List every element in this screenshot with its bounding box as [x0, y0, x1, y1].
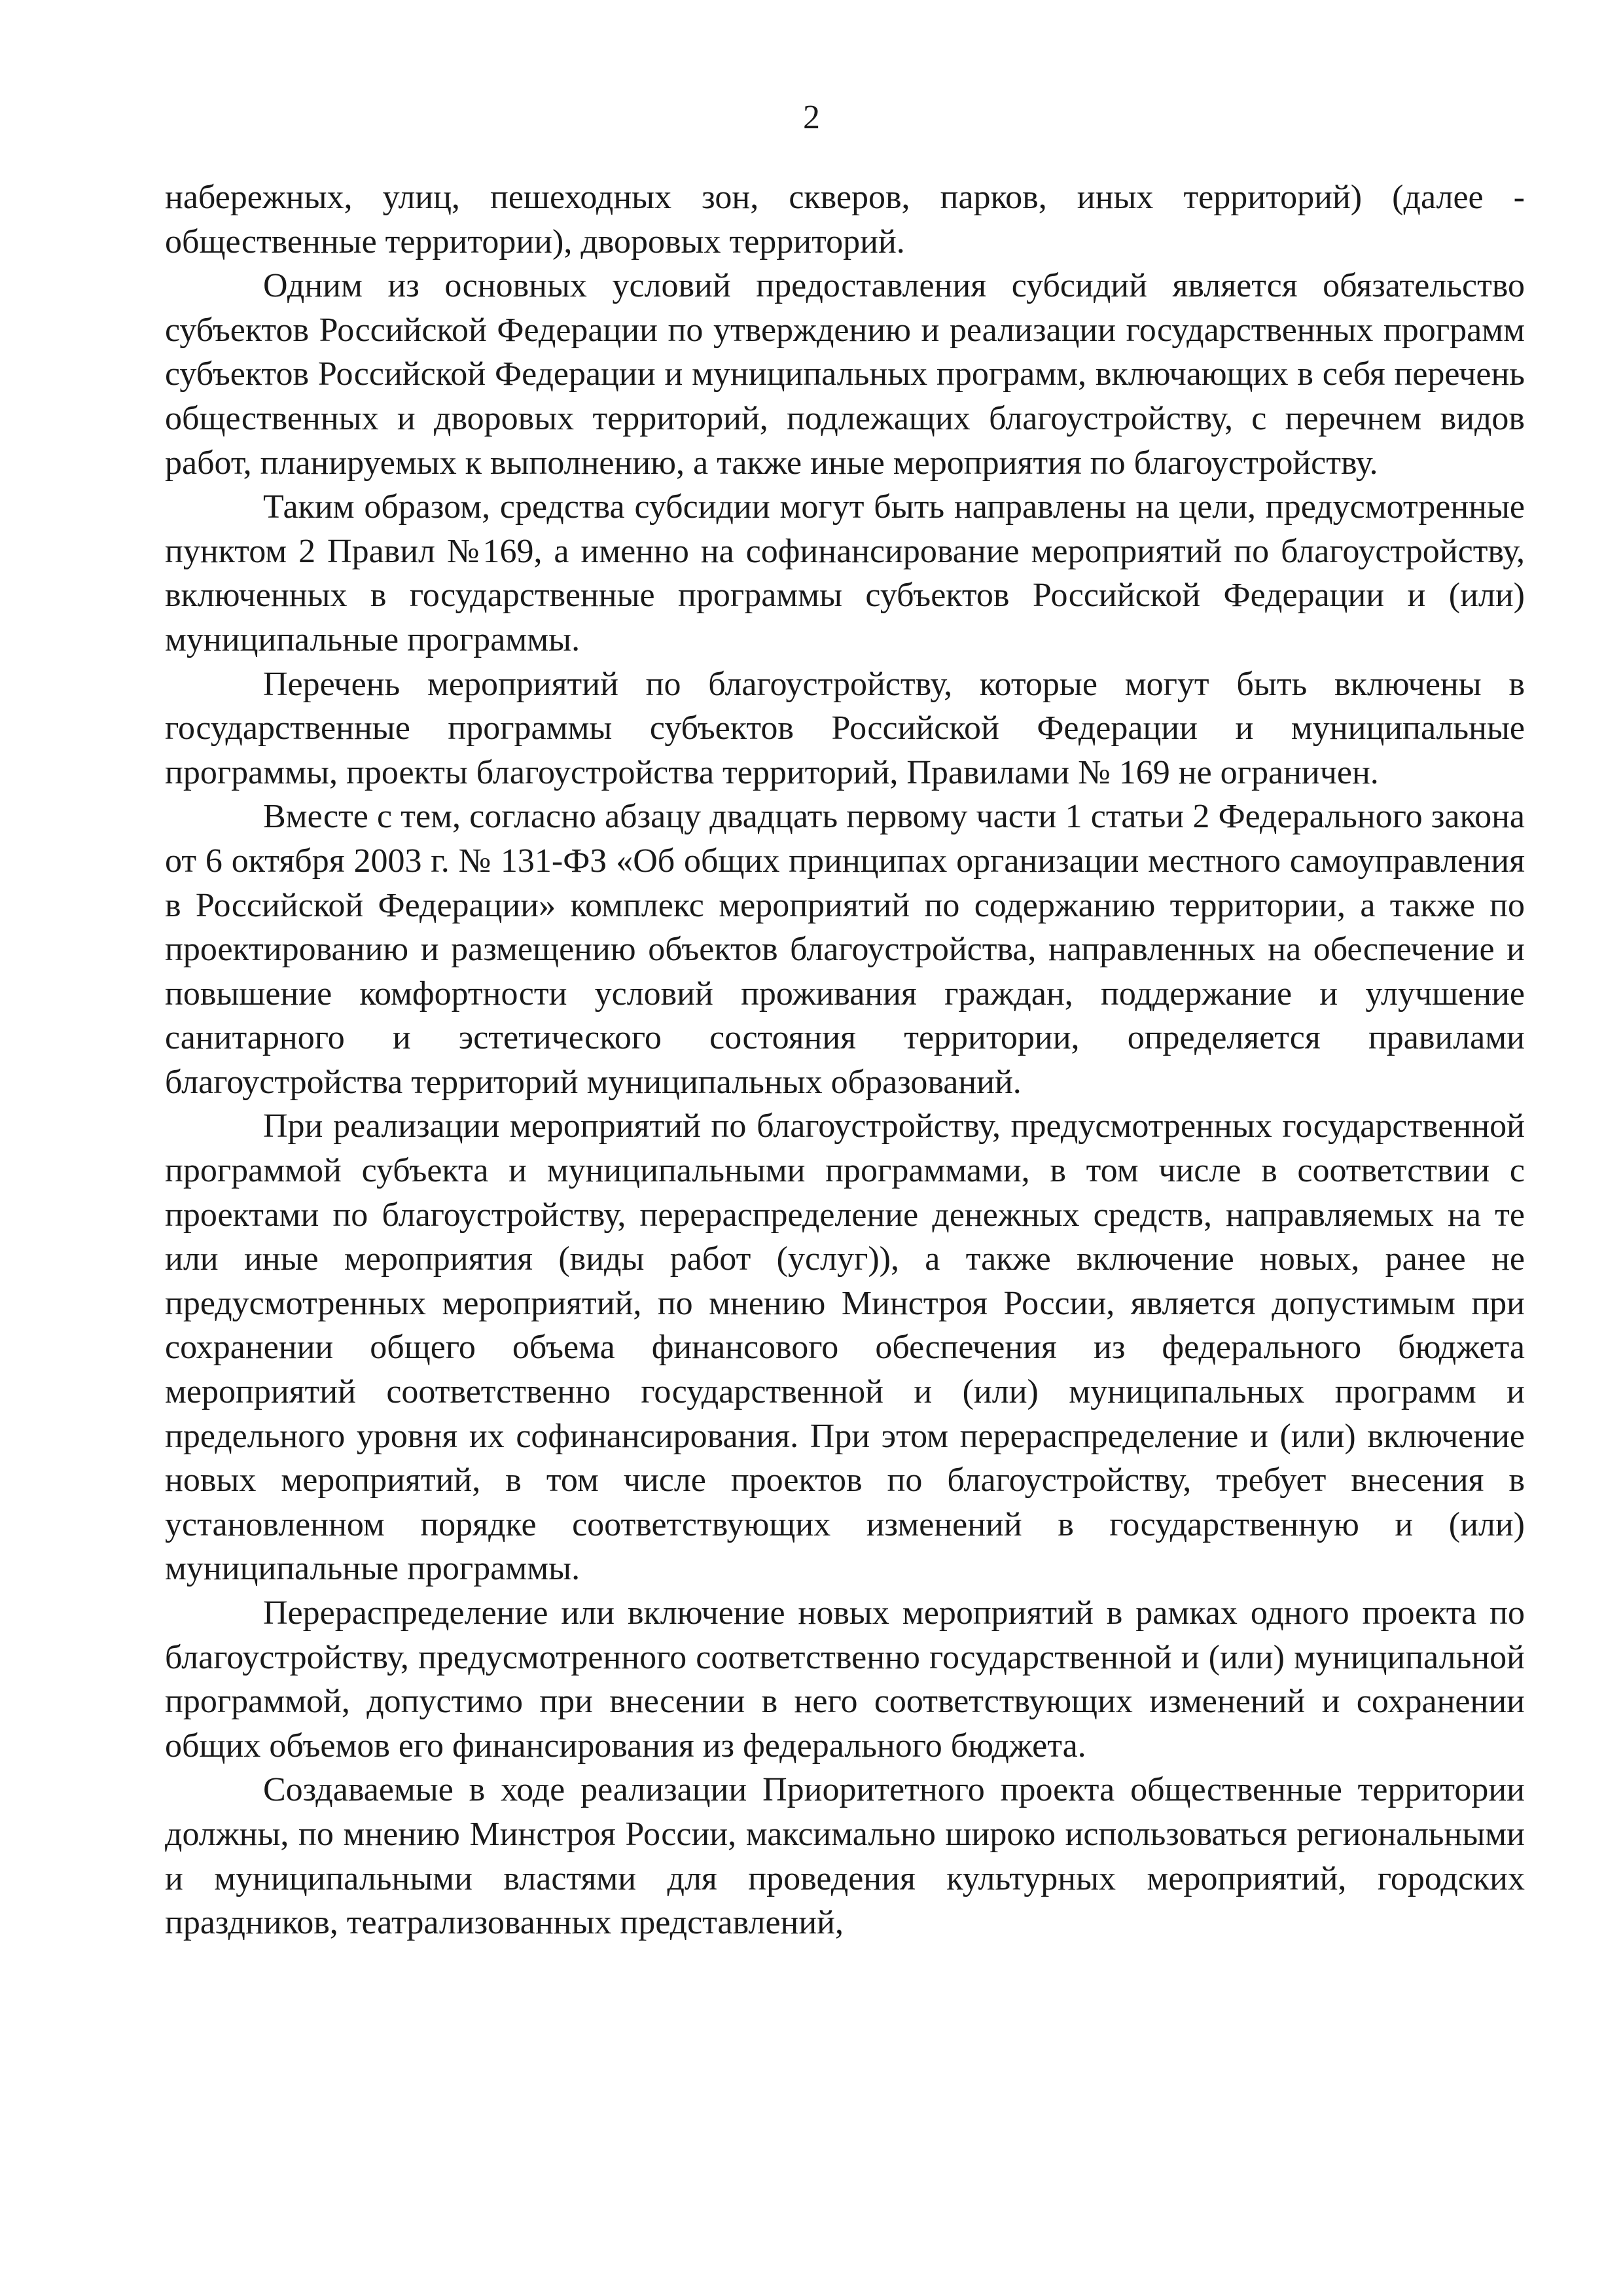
page-number: 2: [803, 99, 820, 136]
paragraph-4: Перечень мероприятий по благоустройству, которые могут быть включены в государственные программы субъектов Российской Федерации и муниципальные программы, проекты благоустройства территорий, Правилами № 169 не ограничен.: [165, 665, 1525, 791]
paragraph-3: Таким образом, средства субсидии могут быть направлены на цели, предусмотренные пунктом 2 Правил №169, а именно на софинансирование мероприятий по благоустройству, включенных в государственные программы субъектов Российской Федерации и (или) муниципальные программы.: [165, 488, 1525, 658]
paragraph-1: набережных, улиц, пешеходных зон, скверов, парков, иных территорий) (далее - общественные территории), дворовых территорий.: [165, 179, 1525, 260]
paragraph-2: Одним из основных условий предоставления субсидий является обязательство субъектов Российской Федерации по утверждению и реализации государственных программ субъектов Российской Федерации и муниципальных программ, включающих в себя перечень общественных и дворовых территорий, подлежащих благоустройству, с перечнем видов работ, планируемых к выполнению, а также иные мероприятия по благоустройству.: [165, 267, 1525, 482]
paragraph-8: Создаваемые в ходе реализации Приоритетного проекта общественные территории должны, по мнению Минстроя России, максимально широко использоваться региональными и муниципальными властями для проведения культурных мероприятий, городских праздников, театрализованных представлений,: [165, 1771, 1525, 1942]
paragraph-7: Перераспределение или включение новых мероприятий в рамках одного проекта по благоустройству, предусмотренного соответственно государственной и (или) муниципальной программой, допустимо при внесении в него соответствующих изменений и сохранении общих объемов его финансирования из федерального бюджета.: [165, 1594, 1525, 1765]
paragraph-5: Вместе с тем, согласно абзацу двадцать первому части 1 статьи 2 Федерального закона от 6 октября 2003 г. № 131-ФЗ «Об общих принципах организации местного самоуправления в Российской Федерации» комплекс мероприятий по содержанию территории, а также по проектированию и размещению объектов благоустройства, направленных на обеспечение и повышение комфортности условий проживания граждан, поддержание и улучшение санитарного и эстетического состояния территории, определяется правилами благоустройства территорий муниципальных образований.: [165, 798, 1525, 1101]
document-body: [165, 175, 1525, 1945]
paragraph-6: При реализации мероприятий по благоустройству, предусмотренных государственной программой субъекта и муниципальными программами, в том числе в соответствии с проектами по благоустройству, перераспределение денежных средств, направляемых на те или иные мероприятия (виды работ (услуг)), а также включение новых, ранее не предусмотренных мероприятий, по мнению Минстроя России, является допустимым при сохранении общего объема финансового обеспечения из федерального бюджета мероприятий соответственно государственной и (или) муниципальных программ и предельного уровня их софинансирования. При этом перераспределение и (или) включение новых мероприятий, в том числе проектов по благоустройству, требует внесения в установленном порядке соответствующих изменений в государственную и (или) муниципальные программы.: [165, 1107, 1525, 1588]
